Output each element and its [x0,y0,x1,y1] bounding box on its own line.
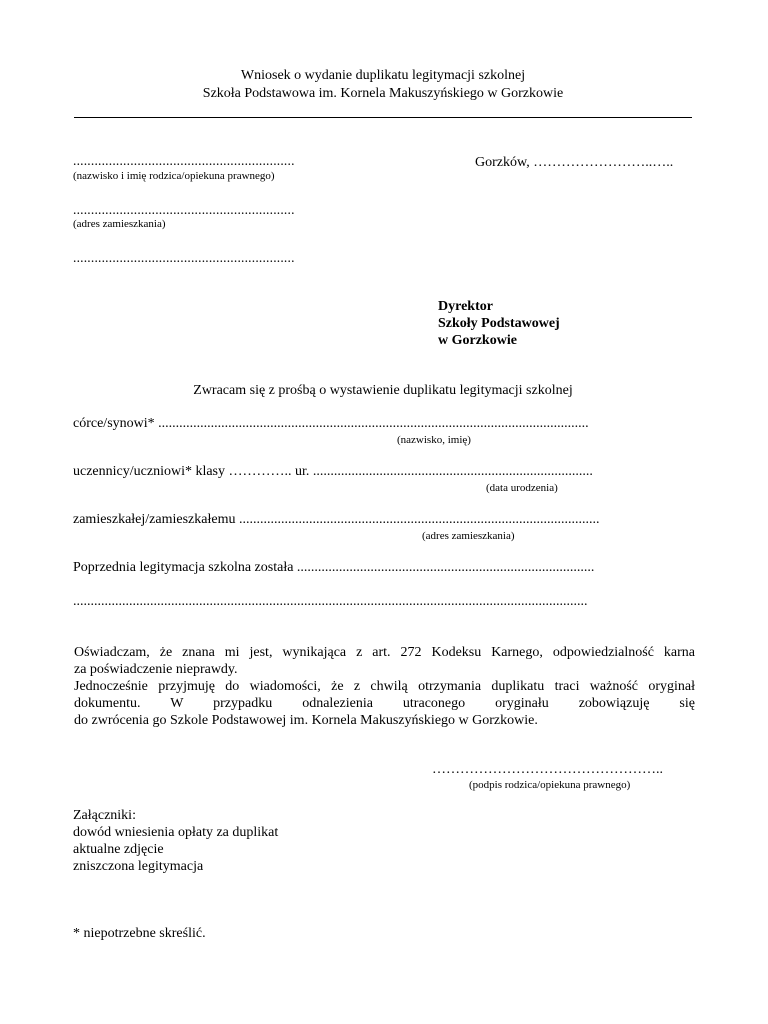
class-birth-line: uczennicy/uczniowi* klasy ………….. ur. ................................................................................ [73,464,593,479]
birth-date-label: (data urodzenia) [486,482,558,494]
attachments-heading: Załączniki: [73,808,136,823]
document-title: Wniosek o wydanie duplikatu legitymacji szkolnej [240,68,526,83]
attachment-item: dowód wniesienia opłaty za duplikat [73,825,279,840]
request-intro: Zwracam się z prośbą o wystawienie duplikatu legitymacji szkolnej [193,383,573,398]
signature-label: (podpis rodzica/opiekuna prawnego) [469,779,631,791]
applicant-name-label: (nazwisko i imię rodzica/opiekuna prawnego) [73,170,275,182]
header-divider [74,117,692,118]
attachment-item: zniszczona legitymacja [73,859,204,874]
continuation-line: ................................................................................................................................................... [73,594,588,609]
previous-id-line: Poprzednia legitymacja szkolna została ..................................................................................... [73,560,595,575]
school-name: Szkoła Podstawowa im. Kornela Makuszyńskiego w Gorzkowie [202,86,564,101]
addressee-line-3: w Gorzkowie [438,333,517,348]
footnote: * niepotrzebne skreślić. [73,926,206,941]
applicant-extra-field: .............................................................. [73,250,295,265]
child-name-label: (nazwisko, imię) [397,434,471,446]
attachment-item: aktualne zdjęcie [73,842,164,857]
declaration-p2-line-1: Jednocześnie przyjmuję do wiadomości, że z chwilą otrzymania duplikatu traci ważność oryginał [74,679,695,694]
declaration-p2-line-2: dokumentu. W przypadku odnalezienia utraconego oryginału zobowiązuję się [74,696,695,711]
addressee-line-2: Szkoły Podstawowej [438,316,560,331]
declaration-paragraph-2 [74,678,695,729]
applicant-address-label: (adres zamieszkania) [73,218,166,230]
child-name-line: córce/synowi* ........................................................................................................................... [73,416,589,431]
addressee-line-1: Dyrektor [438,299,493,314]
applicant-address-field: .............................................................. [73,202,295,217]
place-date: Gorzków, ……………………..….. [475,155,674,170]
declaration-p1-line-2: za poświadczenie nieprawdy. [74,662,238,677]
declaration-p1-line-1: Oświadczam, że znana mi jest, wynikająca z art. 272 Kodeksu Karnego, odpowiedzialność karna [74,645,695,660]
declaration-paragraph-1 [74,644,695,678]
applicant-name-field: .............................................................. [73,153,295,168]
residence-line: zamieszkałej/zamieszkałemu ....................................................................................................... [73,512,600,527]
residence-label: (adres zamieszkania) [422,530,515,542]
signature-field: ………………………………………….. [432,762,663,777]
declaration-p2-line-3: do zwrócenia go Szkole Podstawowej im. Kornela Makuszyńskiego w Gorzkowie. [74,713,538,728]
